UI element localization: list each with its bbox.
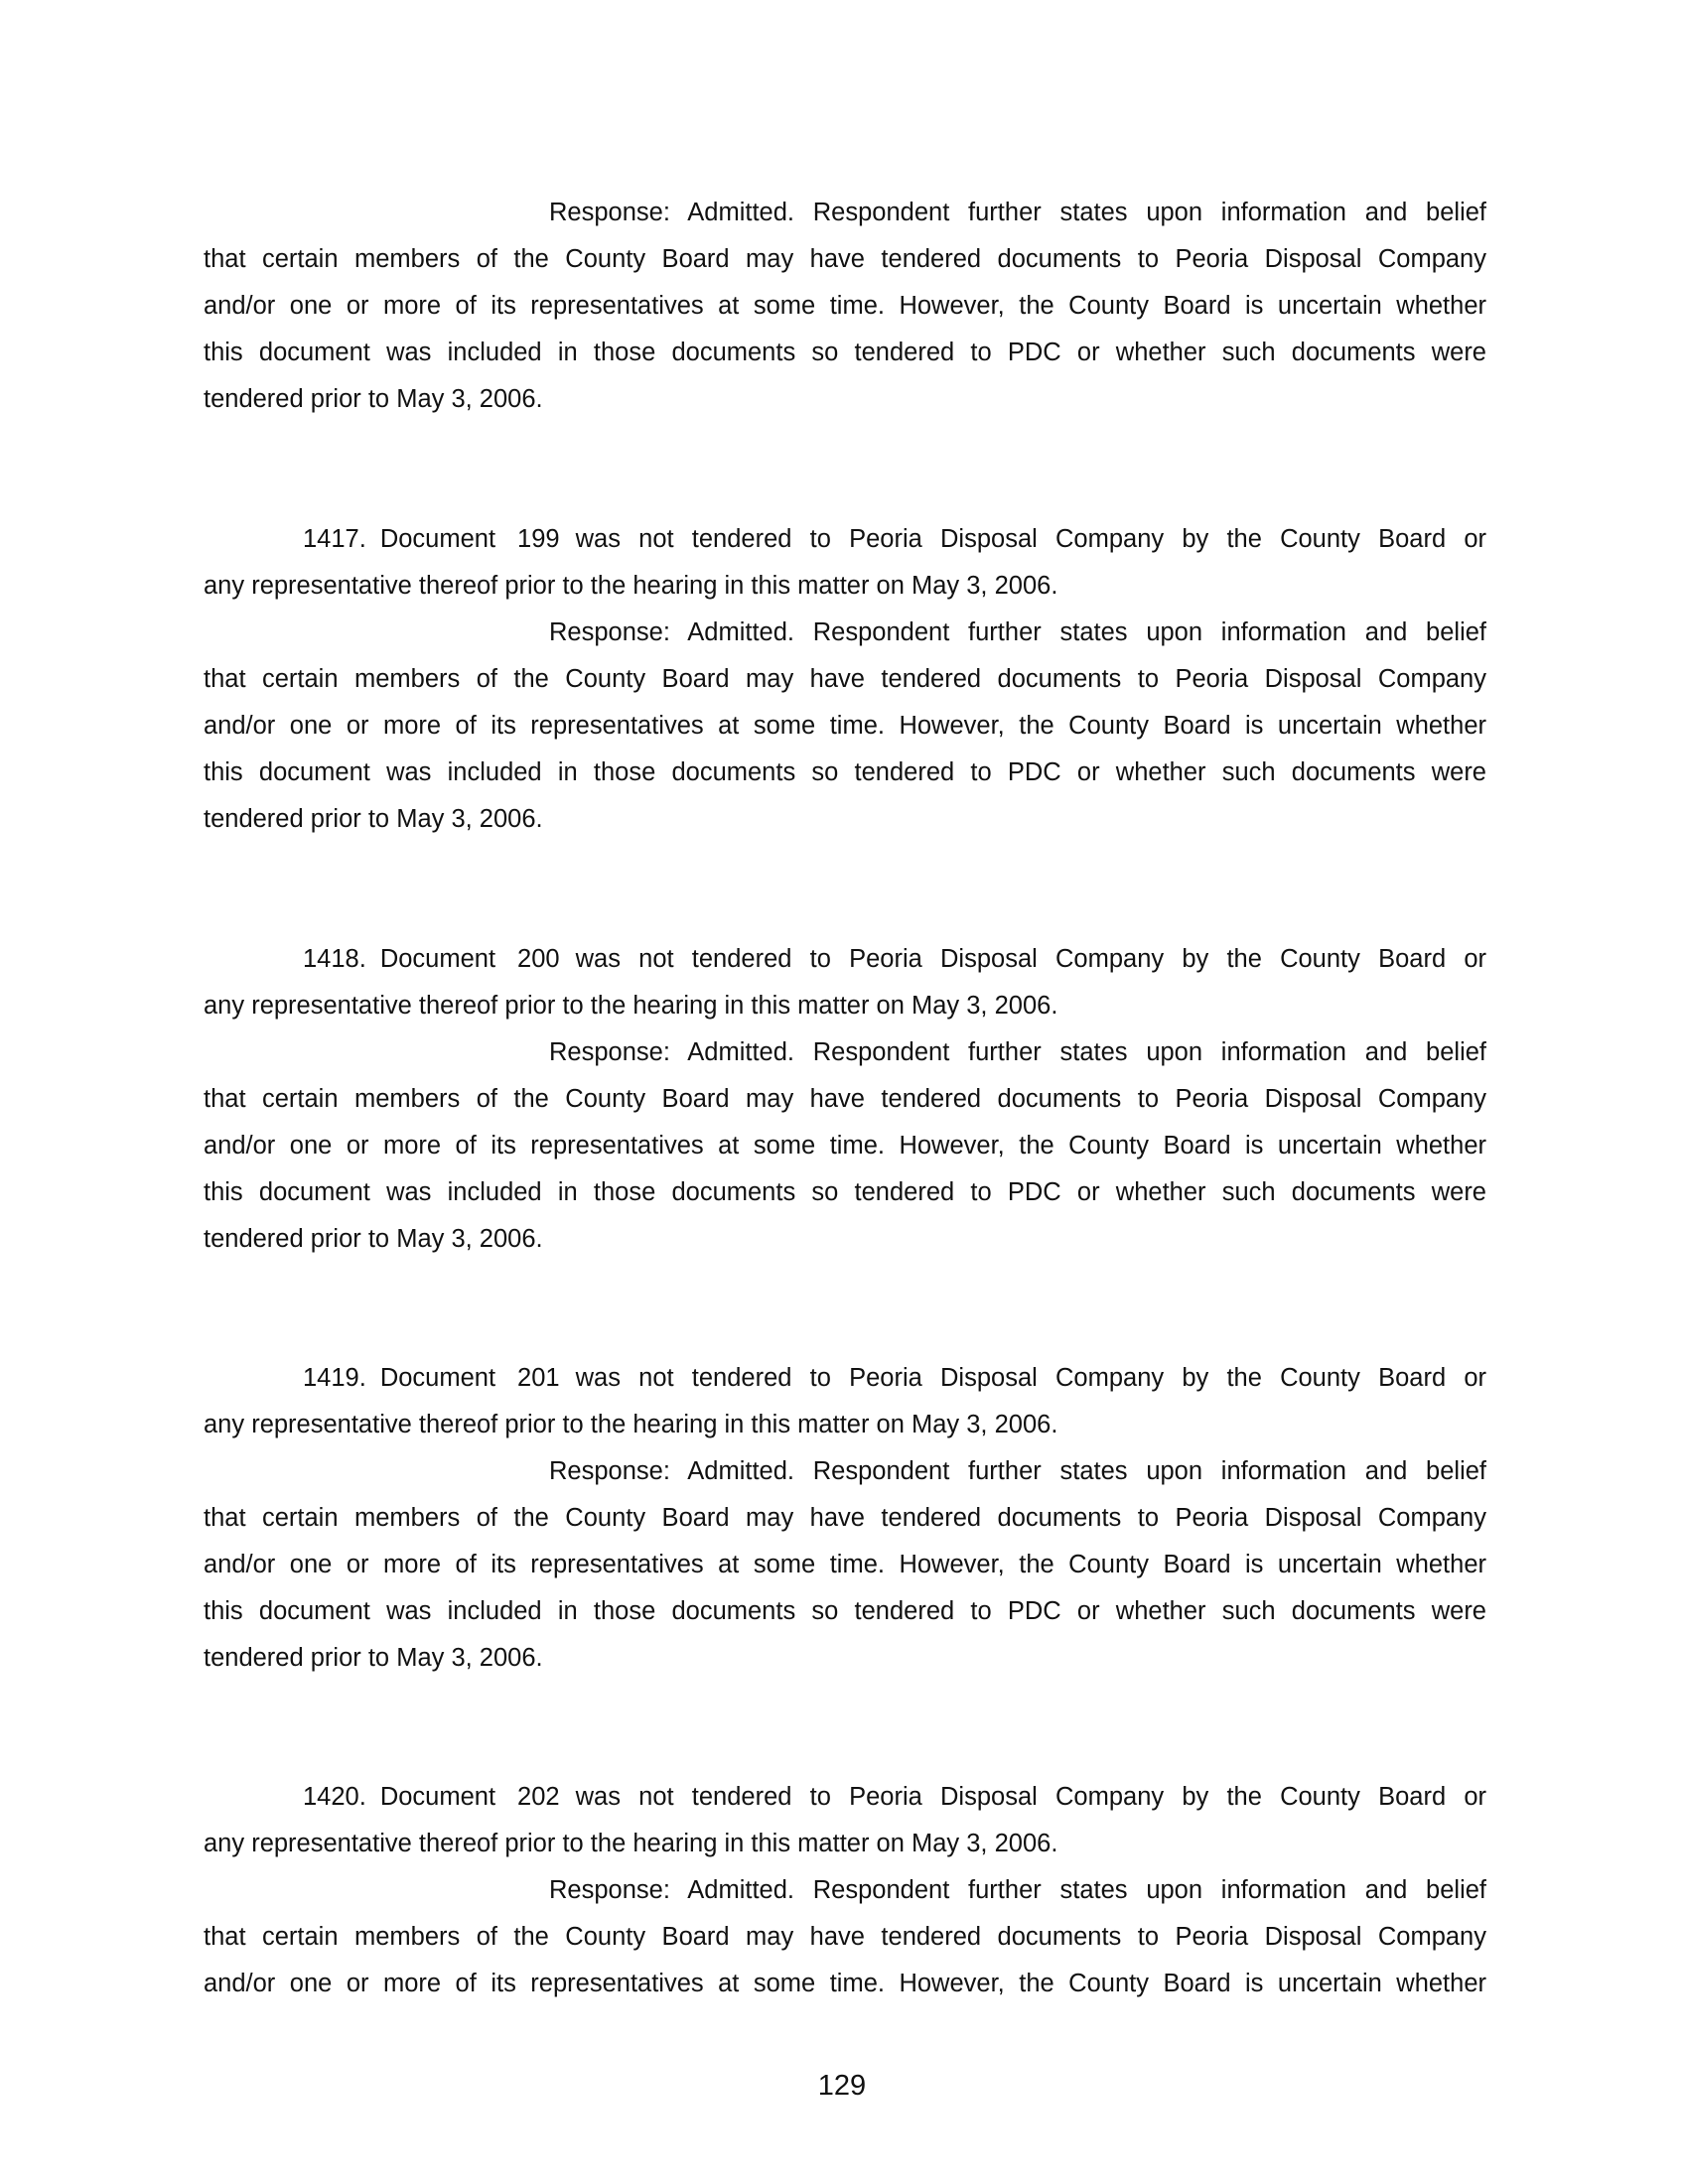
response-line: and/or one or more of its representatives at some time. However, the County Board is uncertain whether [204,1970,1486,1997]
paragraph-number: 1418. [303,945,366,973]
response-line: Response: Admitted. Respondent further states upon information and belief [549,1876,1486,1904]
page-number: 129 [817,2070,867,2102]
paragraph-number: 1420. [303,1783,366,1811]
response-line: tendered prior to May 3, 2006. [204,385,543,413]
response-line: that certain members of the County Board may have tendered documents to Peoria Disposal Company [204,1085,1486,1113]
paragraph-first-line [204,936,1486,983]
response-line: this document was included in those documents so tendered to PDC or whether such documents were [204,1178,1486,1206]
response-line: tendered prior to May 3, 2006. [204,1225,543,1253]
paragraph-text: was not tendered to Peoria Disposal Company by the County Board or [575,1364,1486,1392]
response-line: Response: Admitted. Respondent further states upon information and belief [549,1457,1486,1485]
response-line: and/or one or more of its representatives at some time. However, the County Board is uncertain whether [204,1132,1486,1160]
response-line: Response: Admitted. Respondent further states upon information and belief [549,1038,1486,1066]
response-line: and/or one or more of its representatives at some time. However, the County Board is uncertain whether [204,712,1486,740]
response-line: this document was included in those documents so tendered to PDC or whether such documents were [204,758,1486,786]
response-line: and/or one or more of its representatives at some time. However, the County Board is uncertain whether [204,1551,1486,1578]
response-line: tendered prior to May 3, 2006. [204,1644,543,1672]
document-number: 202 [517,1783,560,1811]
paragraph-line: any representative thereof prior to the hearing in this matter on May 3, 2006. [204,1830,1058,1857]
paragraph-first-line [204,1774,1486,1821]
paragraph-number: 1419. [303,1364,366,1392]
document-number: 199 [517,525,560,553]
document-word: Document [379,525,496,553]
paragraph-1418 [204,936,1486,1263]
paragraph-text: was not tendered to Peoria Disposal Company by the County Board or [575,1783,1486,1811]
response-line: that certain members of the County Board may have tendered documents to Peoria Disposal Company [204,1923,1486,1951]
paragraph-text: was not tendered to Peoria Disposal Company by the County Board or [575,945,1486,973]
document-number: 201 [517,1364,560,1392]
opening-response [204,190,1486,423]
document-number: 200 [517,945,560,973]
response-line: and/or one or more of its representatives at some time. However, the County Board is uncertain whether [204,292,1486,320]
document-word: Document [379,1783,496,1811]
response-line: that certain members of the County Board may have tendered documents to Peoria Disposal Company [204,245,1486,273]
response-line: that certain members of the County Board may have tendered documents to Peoria Disposal Company [204,1504,1486,1532]
paragraph-line: any representative thereof prior to the hearing in this matter on May 3, 2006. [204,992,1058,1020]
paragraph-first-line [204,516,1486,563]
paragraph-text: was not tendered to Peoria Disposal Company by the County Board or [575,525,1486,553]
response-line: tendered prior to May 3, 2006. [204,805,543,833]
paragraph-first-line [204,1355,1486,1402]
paragraph-1419 [204,1355,1486,1682]
paragraph-1420 [204,1774,1486,2007]
paragraph-line: any representative thereof prior to the hearing in this matter on May 3, 2006. [204,572,1058,600]
response-line: this document was included in those documents so tendered to PDC or whether such documents were [204,1597,1486,1625]
document-word: Document [379,945,496,973]
response-line: this document was included in those documents so tendered to PDC or whether such documents were [204,339,1486,366]
paragraph-line: any representative thereof prior to the hearing in this matter on May 3, 2006. [204,1411,1058,1438]
response-line: Response: Admitted. Respondent further states upon information and belief [549,199,1486,226]
document-word: Document [379,1364,496,1392]
paragraph-1417 [204,516,1486,843]
response-line: that certain members of the County Board may have tendered documents to Peoria Disposal Company [204,665,1486,693]
response-line: Response: Admitted. Respondent further states upon information and belief [549,618,1486,646]
paragraph-number: 1417. [303,525,366,553]
